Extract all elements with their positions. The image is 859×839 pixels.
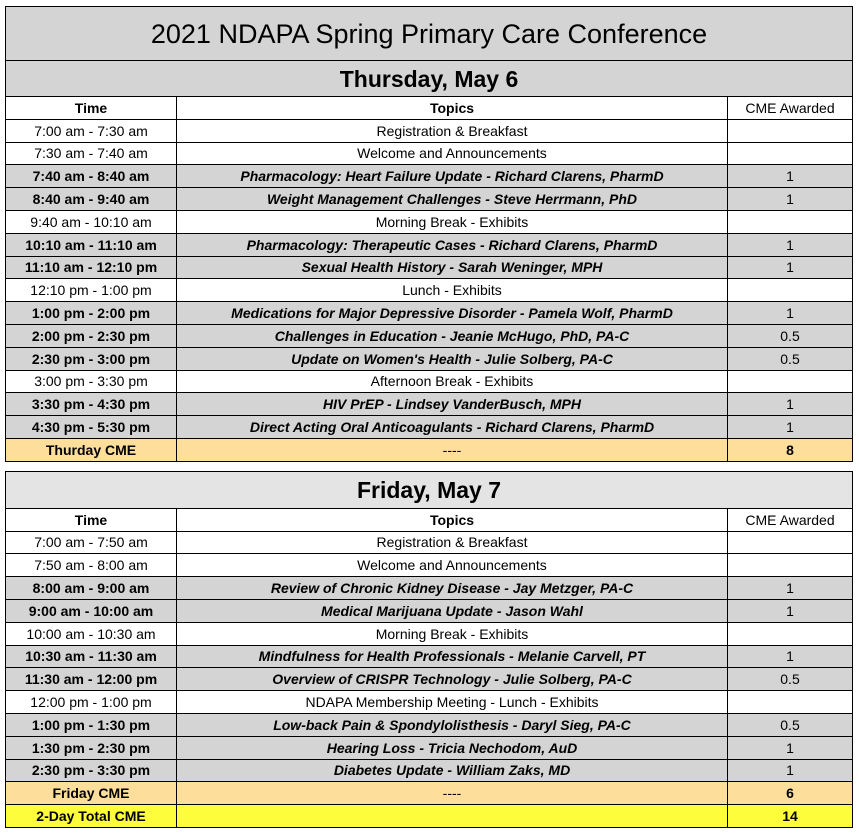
table-row [6, 577, 853, 600]
table-row [6, 668, 853, 691]
topic-cell: Registration & Breakfast [177, 531, 728, 554]
topic-cell: Review of Chronic Kidney Disease - Jay Metzger, PA-C [177, 577, 728, 600]
time-cell: 9:40 am - 10:10 am [6, 210, 177, 233]
time-cell: 12:00 pm - 1:00 pm [6, 691, 177, 714]
table-row [6, 188, 853, 211]
table-row [6, 324, 853, 347]
cme-cell [728, 691, 853, 714]
subtotal-topic: ---- [177, 438, 728, 461]
topic-cell: Pharmacology: Heart Failure Update - Richard Clarens, PharmD [177, 165, 728, 188]
total-cme-row [6, 805, 853, 828]
title-row [6, 7, 853, 61]
time-cell: 4:30 pm - 5:30 pm [6, 416, 177, 439]
time-cell: 8:00 am - 9:00 am [6, 577, 177, 600]
table-row [6, 645, 853, 668]
table-row [6, 142, 853, 165]
time-cell: 3:00 pm - 3:30 pm [6, 370, 177, 393]
topic-cell: Low-back Pain & Spondylolisthesis - Daryl Sieg, PA-C [177, 713, 728, 736]
topic-cell: Hearing Loss - Tricia Nechodom, AuD [177, 736, 728, 759]
spacer-cell [6, 461, 853, 471]
topic-cell: Welcome and Announcements [177, 142, 728, 165]
topic-cell: Diabetes Update - William Zaks, MD [177, 759, 728, 782]
cme-cell: 1 [728, 416, 853, 439]
table-row [6, 302, 853, 325]
schedule-table [5, 6, 853, 828]
topic-cell: Afternoon Break - Exhibits [177, 370, 728, 393]
cme-cell: 1 [728, 165, 853, 188]
cme-cell [728, 531, 853, 554]
table-row [6, 119, 853, 142]
cme-cell: 0.5 [728, 668, 853, 691]
cme-cell [728, 370, 853, 393]
time-cell: 1:30 pm - 2:30 pm [6, 736, 177, 759]
day-cme-subtotal-row [6, 438, 853, 461]
subtotal-cme: 6 [728, 782, 853, 805]
topic-cell: Morning Break - Exhibits [177, 210, 728, 233]
time-cell: 10:00 am - 10:30 am [6, 622, 177, 645]
cme-cell: 1 [728, 393, 853, 416]
topic-cell: Morning Break - Exhibits [177, 622, 728, 645]
day-title: Thursday, May 6 [6, 61, 853, 97]
total-topic [177, 805, 728, 828]
topic-cell: Registration & Breakfast [177, 119, 728, 142]
topic-cell: Pharmacology: Therapeutic Cases - Richard Clarens, PharmD [177, 233, 728, 256]
cme-cell [728, 279, 853, 302]
table-row [6, 736, 853, 759]
table-row [6, 554, 853, 577]
topics-column-header: Topics [177, 508, 728, 531]
cme-cell: 1 [728, 759, 853, 782]
subtotal-label: Thurday CME [6, 438, 177, 461]
cme-cell [728, 622, 853, 645]
table-row [6, 347, 853, 370]
day-cme-subtotal-row [6, 782, 853, 805]
time-cell: 12:10 pm - 1:00 pm [6, 279, 177, 302]
table-row [6, 759, 853, 782]
cme-cell: 1 [728, 645, 853, 668]
cme-cell: 1 [728, 256, 853, 279]
cme-cell [728, 210, 853, 233]
table-row [6, 256, 853, 279]
time-cell: 3:30 pm - 4:30 pm [6, 393, 177, 416]
cme-cell: 0.5 [728, 324, 853, 347]
topic-cell: Update on Women's Health - Julie Solberg, PA-C [177, 347, 728, 370]
time-column-header: Time [6, 508, 177, 531]
time-cell: 1:00 pm - 2:00 pm [6, 302, 177, 325]
subtotal-cme: 8 [728, 438, 853, 461]
time-cell: 2:00 pm - 2:30 pm [6, 324, 177, 347]
table-row [6, 622, 853, 645]
subtotal-topic: ---- [177, 782, 728, 805]
cme-cell [728, 554, 853, 577]
topic-cell: HIV PrEP - Lindsey VanderBusch, MPH [177, 393, 728, 416]
table-row [6, 416, 853, 439]
day-header-row [6, 61, 853, 97]
time-cell: 2:30 pm - 3:00 pm [6, 347, 177, 370]
topic-cell: Weight Management Challenges - Steve Herrmann, PhD [177, 188, 728, 211]
time-cell: 11:30 am - 12:00 pm [6, 668, 177, 691]
time-cell: 7:30 am - 7:40 am [6, 142, 177, 165]
time-column-header: Time [6, 97, 177, 120]
section-spacer [6, 461, 853, 471]
table-row [6, 599, 853, 622]
column-header-row [6, 508, 853, 531]
day-title: Friday, May 7 [6, 471, 853, 508]
day-header-row [6, 471, 853, 508]
time-cell: 10:30 am - 11:30 am [6, 645, 177, 668]
topic-cell: Mindfulness for Health Professionals - Melanie Carvell, PT [177, 645, 728, 668]
table-row [6, 393, 853, 416]
topic-cell: Welcome and Announcements [177, 554, 728, 577]
time-cell: 7:50 am - 8:00 am [6, 554, 177, 577]
time-cell: 7:00 am - 7:30 am [6, 119, 177, 142]
cme-column-header: CME Awarded [728, 508, 853, 531]
time-cell: 9:00 am - 10:00 am [6, 599, 177, 622]
table-row [6, 370, 853, 393]
cme-cell: 0.5 [728, 713, 853, 736]
time-cell: 8:40 am - 9:40 am [6, 188, 177, 211]
cme-cell: 1 [728, 233, 853, 256]
table-row [6, 531, 853, 554]
total-cme: 14 [728, 805, 853, 828]
cme-cell: 0.5 [728, 347, 853, 370]
time-cell: 1:00 pm - 1:30 pm [6, 713, 177, 736]
cme-cell: 1 [728, 736, 853, 759]
topic-cell: NDAPA Membership Meeting - Lunch - Exhibits [177, 691, 728, 714]
table-row [6, 279, 853, 302]
topic-cell: Challenges in Education - Jeanie McHugo, PhD, PA-C [177, 324, 728, 347]
subtotal-label: Friday CME [6, 782, 177, 805]
cme-column-header: CME Awarded [728, 97, 853, 120]
page-title: 2021 NDAPA Spring Primary Care Conference [6, 7, 853, 61]
time-cell: 2:30 pm - 3:30 pm [6, 759, 177, 782]
topic-cell: Overview of CRISPR Technology - Julie Solberg, PA-C [177, 668, 728, 691]
topics-column-header: Topics [177, 97, 728, 120]
cme-cell: 1 [728, 302, 853, 325]
time-cell: 7:40 am - 8:40 am [6, 165, 177, 188]
time-cell: 11:10 am - 12:10 pm [6, 256, 177, 279]
cme-cell: 1 [728, 599, 853, 622]
topic-cell: Medications for Major Depressive Disorder - Pamela Wolf, PharmD [177, 302, 728, 325]
cme-cell [728, 142, 853, 165]
topic-cell: Sexual Health History - Sarah Weninger, MPH [177, 256, 728, 279]
table-row [6, 713, 853, 736]
table-row [6, 210, 853, 233]
time-cell: 7:00 am - 7:50 am [6, 531, 177, 554]
topic-cell: Direct Acting Oral Anticoagulants - Richard Clarens, PharmD [177, 416, 728, 439]
table-row [6, 165, 853, 188]
cme-cell: 1 [728, 188, 853, 211]
topic-cell: Lunch - Exhibits [177, 279, 728, 302]
table-row [6, 233, 853, 256]
cme-cell [728, 119, 853, 142]
column-header-row [6, 97, 853, 120]
table-row [6, 691, 853, 714]
conference-schedule [5, 6, 852, 828]
time-cell: 10:10 am - 11:10 am [6, 233, 177, 256]
total-label: 2-Day Total CME [6, 805, 177, 828]
cme-cell: 1 [728, 577, 853, 600]
topic-cell: Medical Marijuana Update - Jason Wahl [177, 599, 728, 622]
